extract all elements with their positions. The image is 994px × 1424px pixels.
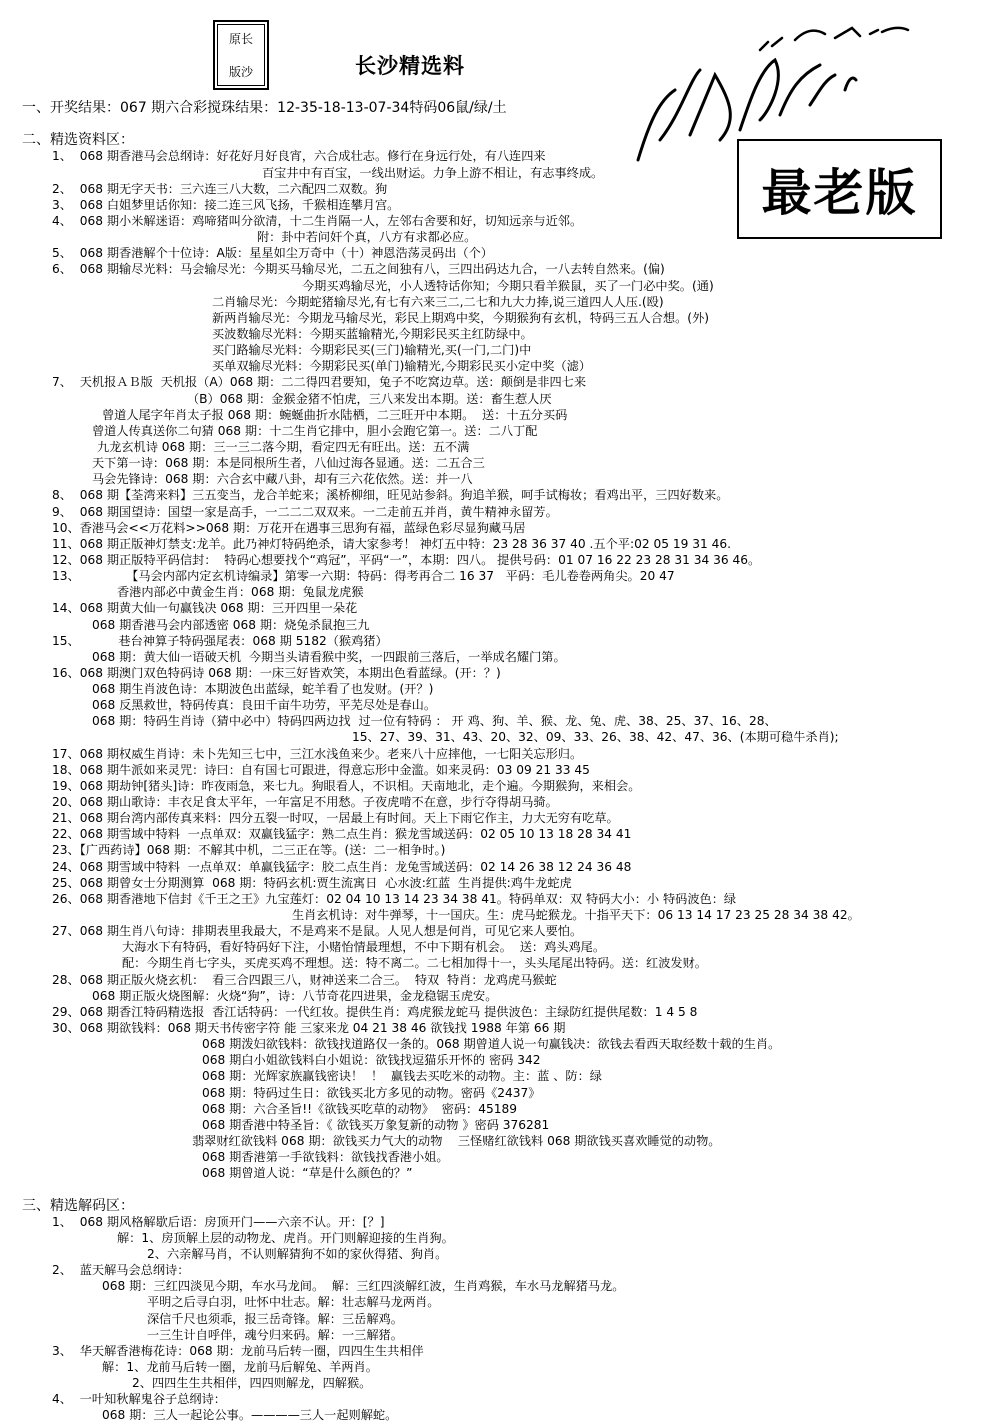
text-line: 16、068 期澳门双色特码诗 068 期：一床三好皆欢笑，本期出色看蓝绿。(开：？) — [52, 665, 501, 680]
text-line: 068 期香港马会内部透密 068 期：烧兔杀鼠抱三九 — [92, 617, 370, 632]
text-line: 15、27、39、31、43、20、32、09、33、26、38、42、47、36、(本期可稳牛杀肖); — [352, 730, 839, 745]
text-line: 翡翠财红欲钱料 068 期：欲钱买力气大的动物 三怪赌红欲钱料 068 期欲钱买喜欢睡觉的动物。 — [192, 1134, 721, 1148]
text-line: 22、068 期雪域中特料 一点单双：双赢钱猛字：熟二点生肖：猴龙雪域送码：02 05 10 13 18 28 34 41 — [52, 827, 632, 842]
text-line: 9、 068 期国望诗：国望一家是高手，一二二二双双来。一二走前五并肖，黄牛精神永留芳。 — [52, 504, 558, 519]
text-line: 九龙玄机诗 068 期：三一三二落今期，看定四无有旺出。送：五不满 — [97, 439, 470, 454]
text-line: 平明之后寻白羽，吐怀中壮志。解：壮志解马龙两肖。 — [147, 1295, 440, 1310]
text-line: 27、068 期生肖八句诗：排期表里我最大，不是鸡来不是鼠。人见人想是何肖，可见它来人要怕。 — [52, 924, 583, 939]
text-line: 24、068 期雪域中特料 一点单双：单赢钱猛字：胶二点生肖：龙兔雪域送码：02 14 26 38 12 24 36 48 — [52, 859, 632, 874]
text-line: 4、 068 期小米解迷语：鸡啼猪叫分欲清，十二生肖隔一人，左邻右舍要和好，切知远亲与近邻。 — [52, 213, 583, 228]
stamp-line-2: 版沙 — [228, 65, 253, 79]
text-line: 3、 068 白姐梦里话你知：接二连三风飞扬，千猴相连攀月宫。 — [52, 197, 400, 212]
text-line: 19、068 期劫钟[猪头]诗：昨夜雨急，来七九。狗眼看人，不识相。天南地北，走个遍。今期猴狗，来相会。 — [52, 778, 641, 793]
text-line — [22, 116, 977, 132]
text-line: 26、068 期香港地下信封《千王之王》九宝莲灯：02 04 10 13 14 23 34 38 41。特码单双：双 特码大小：小 特码波色：绿 — [52, 891, 737, 906]
text-line: 18、068 期牛派如来灵咒：诗曰：自有国七可跟进，得意忘形中金滥。如来灵码：03 09 21 33 45 — [52, 762, 590, 777]
text-line: 068 期泼妇欲钱料：欲钱找道路仅一条的。068 期曾道人说一句赢钱决：欲钱去看西天取经数十载的生肖。 — [202, 1037, 781, 1052]
text-line: 附：卦中若问奸个真，八方有求都必应。 — [257, 230, 477, 245]
text-line: 配：今期生肖七字头，买虎买鸡不理想。送：特不离二。二七相加得十一，头头尾尾出特码。送：红波发财。 — [122, 956, 707, 971]
text-line: 068 期正版火烧图解：火烧“狗”，诗：八节奇花四进果，金龙稳锯玉虎安。 — [92, 988, 498, 1003]
text-line: 23、【广西药诗】068 期：不解其中机，二三正在等。(送：二一相争时。) — [52, 843, 446, 858]
text-line: 1、 068 期风格解歇后语：房顶开门——六亲不认。开：[？] — [52, 1214, 385, 1229]
text-line: 30、068 期欲钱料：068 期天书传密字符 能 三家来龙 04 21 38 46 欲钱找 1988 年第 66 期 — [52, 1021, 566, 1036]
text-line: 马会先锋诗：068 期：六合玄中藏八卦，却有三六花依然。送：并一八 — [92, 472, 473, 487]
origin-stamp — [213, 20, 269, 90]
text-line: 068 期香港第一手欲钱料：欲钱找香港小姐。 — [202, 1150, 449, 1165]
text-line: （B）068 期：金猴金猪不怕虎，三八来发出本期。送：畜生惹人厌 — [187, 391, 552, 406]
text-line: 一三生计自呼伴，魂兮归来码。解：一三解猪。 — [147, 1327, 403, 1342]
text-line: 068 期曾道人说：“草是什么颜色的？” — [202, 1166, 413, 1181]
text-line: 1、 068 期香港马会总纲诗：好花好月好良宵，六合成壮志。修行在身远行处，有八连四来 — [52, 149, 546, 164]
text-line: 买门路输尽光料：今期彩民买(三门)输精光,买(一门,二门)中 — [212, 343, 532, 358]
text-line: 6、 068 期输尽光料：马会输尽光：今期买马输尽光，二五之间独有八，三四出码达九合，一八去转自然来。(偏) — [52, 262, 665, 277]
text-line: 生肖玄机诗：对牛弹琴，十一国庆。生：虎马蛇猴龙。十指平天下：06 13 14 17 23 25 28 34 38 42。 — [292, 908, 860, 923]
page-title: 长沙精选料 — [355, 54, 465, 78]
stamp-line-1: 原长 — [228, 32, 253, 46]
text-line: 068 期：三红四淡见今期，车水马龙间。 解：三红四淡解红波，生肖鸡猴，车水马龙解猪马龙。 — [102, 1279, 625, 1294]
text-line: 2、四四生生共相伴，四四则解龙，四解猴。 — [132, 1376, 372, 1391]
text-line: 天下第一诗：068 期：本是同根所生者，八仙过海各显通。送：二五合三 — [92, 456, 485, 471]
text-line: 068 期：三人一起论公事。————三人一起则解蛇。 — [102, 1408, 398, 1423]
text-line: 068 期：特码过生日：欲钱买北方多见的动物。密码《2437》 — [202, 1085, 541, 1100]
text-line: 14、068 期黄大仙一句赢钱决 068 期：三开四里一朵花 — [52, 601, 358, 616]
text-line: 068 期生肖波色诗：本期波色出蓝绿，蛇羊看了也发财。(开？) — [92, 682, 434, 697]
text-line: 二肖输尽光：今期蛇猪输尽光,有七有六来三二,二七和九大力捧,说三道四人人压.(殴) — [212, 294, 664, 309]
text-line: 17、068 期权威生肖诗：未卜先知三七中，三江水浅鱼来少。老来八十应摔他，一七阳关忘形归。 — [52, 746, 583, 761]
text-line: 2、六亲解马肖，不认则解猜狗不如的家伙得猪、狗肖。 — [147, 1246, 448, 1261]
text-line: 10、香港马会<<万花料>>068 期：万花开在遇事三思狗有福，蓝绿色彩尽显狗藏马居 — [52, 520, 526, 535]
text-line: 5、 068 期香港解个十位诗：A版：星星如尘万奇中（十）神恩浩荡灵码出（个） — [52, 246, 493, 261]
text-line: 068 期香港中特圣旨：《 欲钱买万象复新的动物 》密码 376281 — [202, 1117, 550, 1132]
text-line: 大海水下有特码，看好特码好下注，小赌怡情最理想，不中下期有机会。 送：鸡头鸡尾。 — [122, 940, 606, 955]
text-line: 百宝井中有百宝，一线出财运。力争上游不相让，有志事终成。 — [262, 165, 604, 180]
text-line: 28、068 期正版火烧玄机： 看三合四跟三八，财神送来二合三。 特双 特肖：龙鸡虎马猴蛇 — [52, 972, 557, 987]
text-line: 068 期：黄大仙一语破天机 今期当头请看猴中奖，一四跟前三落后，一举成名耀门第。 — [92, 649, 566, 664]
section-heading: 一、开奖结果：067 期六合彩搅珠结果：12-35-18-13-07-34特码06鼠/绿/土 — [22, 100, 507, 116]
text-line: 29、068 期香江特码精选报 香江话特码：一代红妆。提供生肖：鸡虎猴龙蛇马 提供波色：主绿防红提供尾数：1 4 5 8 — [52, 1004, 698, 1019]
text-line: 解：1、龙前马后转一圈，龙前马后解兔、羊两肖。 — [102, 1359, 378, 1374]
text-line: 买单双输尽光料：今期彩民买(单门)输精光,今期彩民买小定中奖（滤） — [212, 359, 592, 374]
text-line: 068 期：六合圣旨!!《欲钱买吃草的动物》 密码：45189 — [202, 1101, 517, 1116]
text-line: 深信千尺也须乖，报三岳奇锋。解：三岳解鸡。 — [147, 1311, 403, 1326]
text-line: 买波数输尽光料：今期买蓝输精光,今期彩民买主红防绿中。 — [212, 326, 533, 341]
text-line: 11、068 期正版神灯禁支:龙羊。此乃神灯特码绝杀，请大家参考！ 神灯五中特：23 28 36 37 40 .五个平:02 05 19 31 46. — [52, 536, 731, 551]
text-line: 3、 华天解香港梅花诗：068 期：龙前马后转一圈，四四生生共相伴 — [52, 1343, 424, 1358]
text-line: 解：1、房顶解上层的动物龙、虎肖。开门则解迎接的生肖狗。 — [117, 1230, 454, 1245]
section-heading: 二、精选资料区： — [22, 132, 134, 149]
text-line: 068 期白小姐欲钱料白小姐说：欲钱找逗猫乐开怀的 密码 342 — [202, 1053, 541, 1068]
text-line: 2、 068 期无字天书：三六连三八大数，二六配四二双数。狗 — [52, 181, 388, 196]
text-line: 4、 一叶知秋解鬼谷子总纲诗： — [52, 1392, 226, 1407]
text-line: 068 期：特码生肖诗（猜中必中）特码四两边找 过一位有特码 ： 开 鸡、狗、羊、猴、龙、兔、虎、38、25、37、16、28、 — [92, 714, 777, 729]
text-line: 今期买鸡输尽光，小人透特话你知；今期只看羊猴鼠，买了一门必中奖。(通) — [302, 278, 714, 293]
content-lines — [22, 100, 977, 1424]
text-line: 21、068 期台湾内部传真来料：四分五裂一时叹，一居最上有时间。天上下雨它作主，力大无穷有吃草。 — [52, 811, 619, 826]
text-line: 13、 【马会内部内定玄机诗编录】第零一六期：特码：得考再合二 16 37 平码：毛儿卷卷两角尖。20 47 — [52, 569, 675, 584]
text-line: 香港内部必中黄金生肖：068 期：兔鼠龙虎猴 — [117, 585, 364, 600]
text-line: 7、 天机报ＡＢ版 天机报（A）068 期：二二得四君要知，兔子不吃窝边草。送：颠倒是非四七来 — [52, 375, 587, 390]
text-line: 068 反黑救世，特码传真：良田千亩牛功劳，平芜尽处是春山。 — [92, 698, 437, 713]
section-heading: 三、精选解码区： — [22, 1197, 134, 1214]
text-line: 8、 068 期【荃湾来料】三五变当，龙合羊蛇来；溪桥柳细，旺见站参斜。狗追羊猴，呵手试梅妆；看鸡出平，三四好数来。 — [52, 488, 729, 503]
text-line: 新两肖输尽光：今期龙马输尽光，彩民上期鸡中奖，今期猴狗有玄机，特码三五人合想。(外) — [212, 310, 710, 325]
text-line: 曾道人传真送你二句猜 068 期：十二生肖它排中，胆小会跑它第一。送：二八丁配 — [92, 423, 538, 438]
text-line: 12、068 期正版特平码信封： 特码心想要找个“鸡冠”，平码“一”，本期：四八。 提供号码：01 07 16 22 23 28 31 34 36 46。 — [52, 552, 761, 567]
text-line — [22, 1181, 977, 1197]
text-line: 20、068 期山歌诗：丰衣足食太平年，一年富足不用愁。子夜虎啃不在意，步行夺得胡马骑。 — [52, 795, 558, 810]
text-line: 15、 巷台神算子特码强尾表：068 期 5182（猴鸡猪） — [52, 633, 388, 648]
text-line: 曾道人尾字年肖太子报 068 期：蜿蜒曲折水陆栖，二三旺开中本期。 送：十五分买码 — [102, 407, 568, 422]
text-line: 068 期：光辉家族赢钱密诀！ ！ 赢钱去买吃米的动物。主：蓝 、防：绿 — [202, 1069, 602, 1084]
text-line: 2、 蓝天解马会总纲诗： — [52, 1263, 190, 1278]
oldest-edition-badge: 最老版 — [737, 139, 942, 239]
text-line: 25、068 期曾女士分期测算 068 期：特码玄机:贾生流寓日 心水波:红蓝 生肖提供:鸡牛龙蛇虎 — [52, 875, 572, 890]
